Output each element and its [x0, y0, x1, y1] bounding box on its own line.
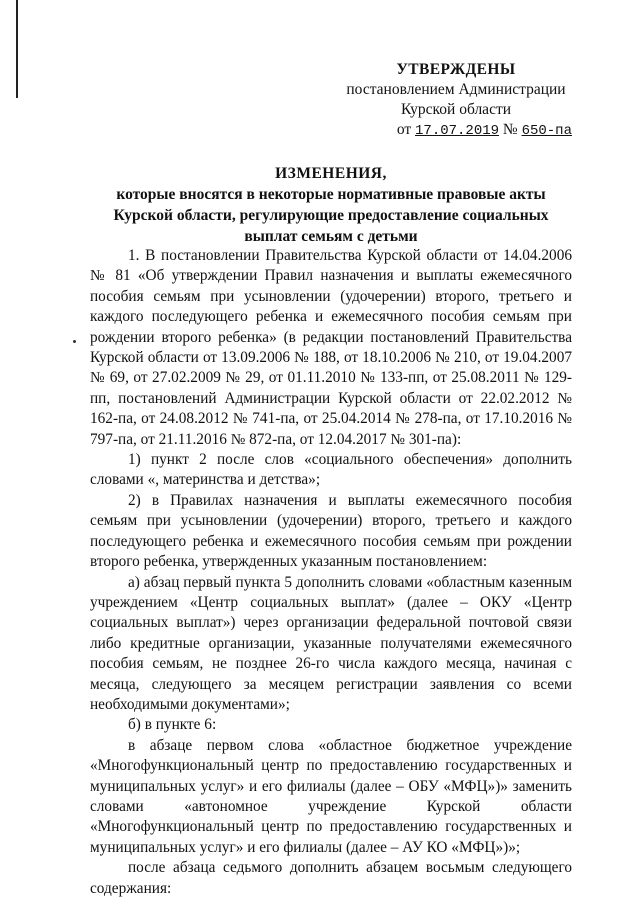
paragraph-3: 2) в Правилах назначения и выплаты ежемесячного пособия семьям при усыновлении (удочерении) второго, третьего и каждого последующего ребенка и ежемесячного пособия семьям при рождении второго ребенка, утвержденных указанным постановлением:: [90, 491, 572, 571]
paragraph-7: после абзаца седьмого дополнить абзацем восьмым следующего содержания:: [90, 859, 572, 897]
paragraph-6: в абзаце первом слова «областное бюджетное учреждение «Многофункциональный центр по предоставлению государственных и муниципальных услуг» и его филиалы (далее – ОБУ «МФЦ»)» заменить словами «автономное учреждение Курской области «Многофункциональный центр по предоставлению государственных и муниципальных услуг» и его филиалы (далее – АУ КО «МФЦ»)»;: [90, 736, 572, 856]
approval-line-2: Курской области: [400, 101, 512, 118]
document-heading: [90, 163, 572, 247]
approval-title: УТВЕРЖДЕНЫ: [396, 61, 516, 78]
approval-stamp-block: [340, 60, 572, 141]
date-prefix: от: [396, 121, 412, 138]
heading-subtitle: которые вносятся в некоторые нормативные правовые акты Курской области, регулирующие предоставление социальных выплат семьям с детьми: [113, 186, 549, 245]
heading-title: ИЗМЕНЕНИЯ,: [275, 165, 387, 182]
paragraph-2: 1) пункт 2 после слов «социального обеспечения» дополнить словами «, материнства и детства»;: [90, 451, 572, 489]
approval-date: 17.07.2019: [415, 123, 500, 139]
margin-dot-mark: [73, 340, 76, 343]
approval-line-1: постановлением Администрации: [346, 81, 566, 98]
approval-number: 650-па: [521, 123, 572, 139]
paragraph-5: б) в пункте 6:: [128, 716, 217, 734]
document-body: [90, 246, 572, 899]
number-prefix: №: [502, 121, 518, 138]
approval-date-line: [340, 120, 572, 141]
paragraph-4: а) абзац первый пункта 5 дополнить словами «областным казенным учреждением «Центр социальных выплат» (далее – ОКУ «Центр социальных выплат») через организации федеральной почтовой связи либо кредитные организации, указанные получателями ежемесячного пособия семьям, не позднее 26-го числа каждого месяца, начиная с месяца, следующего за месяцем регистрации заявления со всеми необходимыми документами»;: [90, 573, 572, 713]
left-margin-line: [16, 0, 18, 98]
paragraph-1: 1. В постановлении Правительства Курской области от 14.04.2006 № 81 «Об утверждении Правил назначения и выплаты ежемесячного пособия семьям при усыновлении (удочерении) второго, третьего и каждого последующего ребенка и ежемесячного пособия семьям при рождении второго ребенка» (в редакции постановлений Правительства Курской области от 13.09.2006 № 188, от 18.10.2006 № 210, от 19.04.2007 № 69, от 27.02.2009 № 29, от 01.11.2010 № 133-пп, от 25.08.2011 № 129-пп, постановлений Администрации Курской области от 22.02.2012 № 162-па, от 24.08.2012 № 741-па, от 25.04.2014 № 278-па, от 17.10.2016 № 797-па, от 21.11.2016 № 872-па, от 12.04.2017 № 301-па):: [90, 247, 572, 448]
